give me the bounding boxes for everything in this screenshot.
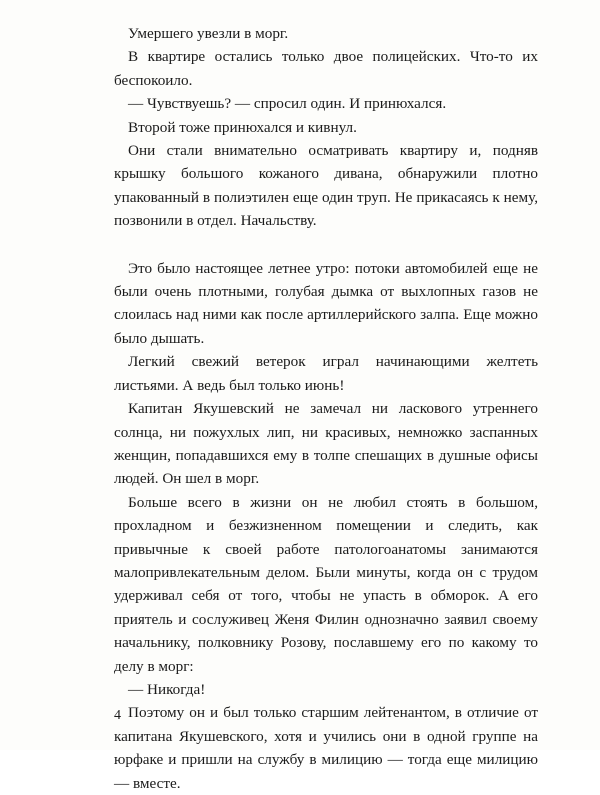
section-break — [114, 233, 538, 257]
paragraph: В квартире остались только двое полицейских. Что-то их беспокоило. — [114, 48, 538, 89]
page-text — [114, 22, 538, 795]
paragraph: Это было настоящее летнее утро: потоки автомобилей еще не были очень плотными, голубая дымка от выхлопных газов не слоилась над ними как после артиллерийского залпа. Еще можно было дышать. — [114, 259, 538, 347]
paragraph: Второй тоже принюхался и кивнул. — [128, 118, 357, 136]
paragraph: Поэтому он и был только старшим лейтенантом, в отличие от капитана Якушевского, хотя и учились они в одной группе на юрфаке и пришли на службу в милицию — тогда еще милицию — вместе. — [114, 704, 538, 792]
paragraph: Больше всего в жизни он не любил стоять в большом, прохладном и безжизненном помещении и следить, как привычные к своей работе патологоанатомы занимаются малопривлекательным делом. Были минуты, когда он с трудом удерживал себя от того, чтобы не упасть в обморок. А его приятель и сослуживец Женя Филин однозначно заявил своему начальнику, полковнику Розову, пославшему его по какому то делу в морг: — [114, 493, 538, 675]
paragraph: Они стали внимательно осматривать квартиру и, подняв крышку большого кожаного дивана, обнаружили плотно упакованный в полиэтилен еще один труп. Не прикасаясь к нему, позвонили в отдел. Начальству. — [114, 142, 538, 230]
paragraph: — Чувствуешь? — спросил один. И принюхался. — [128, 95, 447, 113]
page-number: 4 — [114, 708, 121, 723]
paragraph: — Никогда! — [128, 680, 206, 698]
paragraph: Умершего увезли в морг. — [128, 25, 289, 42]
paragraph: Капитан Якушевский не замечал ни ласкового утреннего солнца, ни пожухлых лип, ни красивых, немножко заспанных женщин, попадавшихся ему в толпе спешащих в душные офисы людей. Он шел в морг. — [114, 400, 538, 488]
paragraph: Легкий свежий ветерок играл начинающими желтеть листьями. А ведь был только июнь! — [114, 353, 538, 394]
